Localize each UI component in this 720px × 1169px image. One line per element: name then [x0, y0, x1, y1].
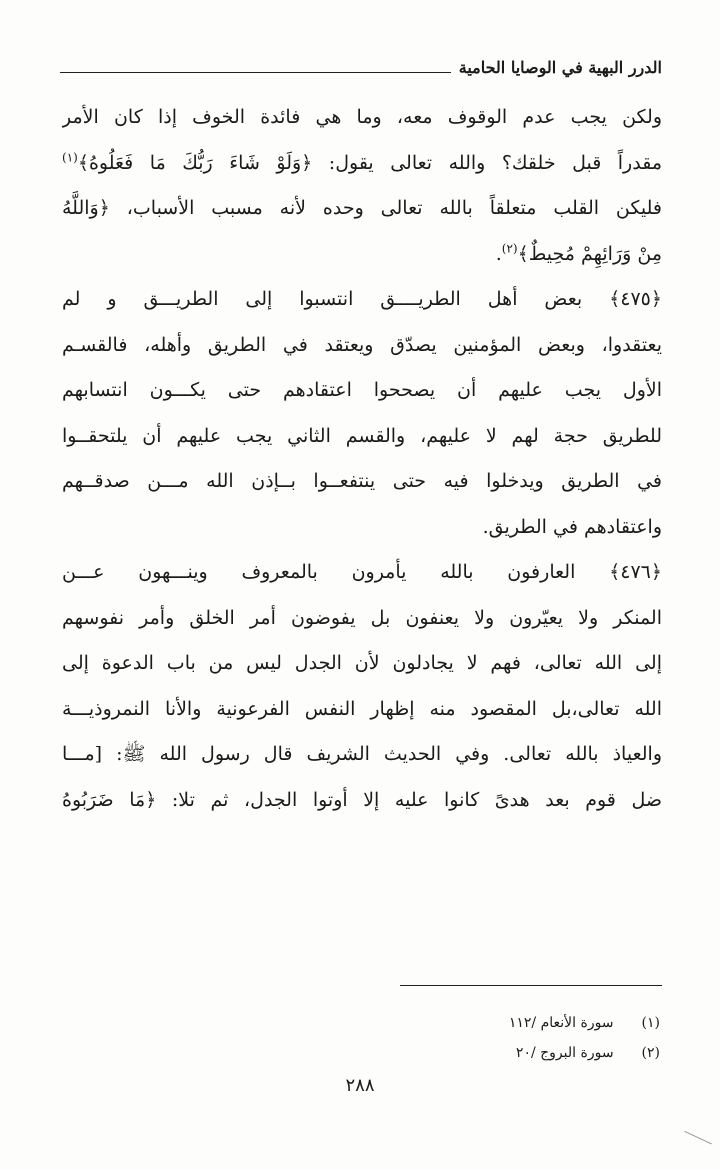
footnote-text: سورة البروج /٢٠ [515, 1045, 614, 1061]
line-text: فليكن القلب متعلقاً بالله تعالى وحده لأنه مسبب الأسباب، ﴿وَاللَّهُ [62, 197, 662, 219]
header-title: الدرر البهية في الوصايا الحامية [451, 58, 662, 78]
text-line [62, 505, 662, 551]
paragraph-intro [62, 95, 662, 277]
page-corner-mark [674, 1131, 712, 1166]
text-line [62, 368, 662, 414]
line-text: في الطريق ويدخلوا فيه حتى ينتفعــوا بــإذن الله مـــن صدقــهم [62, 470, 662, 492]
line-text: واعتقادهم في الطريق. [482, 515, 662, 538]
text-line [62, 732, 662, 778]
line-text: للطريق حجة لهم لا عليهم، والقسم الثاني يجب عليهم أن يلتحقــوا [62, 424, 662, 447]
text-line [62, 550, 662, 596]
footnote-number: (١) [641, 1015, 660, 1031]
line-text: ﴿٤٧٦﴾ العارفون بالله يأمرون بالمعروف وينـــهون عـــن [62, 561, 662, 583]
body-text [62, 95, 662, 823]
text-line [62, 95, 662, 141]
text-line [62, 641, 662, 687]
footnote-ref-1: (١) [62, 150, 78, 165]
page-number: ٢٨٨ [345, 1075, 375, 1096]
line-text: الأول يجب عليهم أن يصححوا اعتقادهم حتى يكـــون انتسابهم [62, 379, 662, 401]
text-line [62, 232, 662, 278]
footnotes [260, 1008, 660, 1068]
line-text: المنكر ولا يعيّرون ولا يعنفون بل يفوضون أمر الخلق وأمر نفوسهم [62, 606, 662, 629]
line-text: ﴿٤٧٥﴾ بعض أهل الطريــــق انتسبوا إلى الطريـــق و لم [62, 288, 662, 310]
line-text: مِنْ وَرَائِهِمْ مُحِيطٌ﴾ [517, 242, 662, 265]
footnote-1 [260, 1008, 660, 1038]
paragraph-475 [62, 277, 662, 550]
line-text: مقدراً قبل خلقك؟ والله تعالى يقول: ﴿وَلَوْ شَاءَ رَبُّكَ مَا فَعَلُوهُ﴾ [77, 151, 662, 174]
footnote-number: (٢) [641, 1045, 660, 1061]
footnote-ref-2: (٢) [501, 241, 518, 256]
text-line [62, 277, 662, 323]
line-text: الله تعالى،بل المقصود منه إظهار النفس الفرعونية والأنا النمروذيـــة [62, 697, 662, 720]
text-line [62, 596, 662, 642]
text-line [62, 414, 662, 460]
line-end-period: . [495, 242, 502, 265]
text-line [62, 141, 662, 187]
footnote-divider [400, 985, 662, 986]
text-line [62, 323, 662, 369]
text-line [62, 459, 662, 505]
footnote-text: سورة الأنعام /١١٢ [508, 1015, 614, 1031]
text-line [62, 778, 662, 824]
text-line [62, 186, 662, 232]
footnote-2 [260, 1038, 660, 1068]
running-header [60, 58, 662, 82]
paragraph-476 [62, 550, 662, 823]
line-text: إلى الله تعالى، فهم لا يجادلون لأن الجدل ليس من باب الدعوة إلى [62, 652, 662, 674]
line-text: ضل قوم بعد هدىً كانوا عليه إلا أوتوا الجدل، ثم تلا: ﴿مَا ضَرَبُوهُ [62, 788, 662, 811]
line-text: ولكن يجب عدم الوقوف معه، وما هي فائدة الخوف إذا كان الأمر [62, 106, 662, 128]
text-line [62, 687, 662, 733]
line-text: يعتقدوا، وبعض المؤمنين يصدّق ويعتقد في الطريق وأهله، فالقسـم [62, 333, 662, 356]
line-text: والعياذ بالله تعالى. وفي الحديث الشريف قال رسول الله ﷺ: [مـــا [62, 743, 662, 765]
